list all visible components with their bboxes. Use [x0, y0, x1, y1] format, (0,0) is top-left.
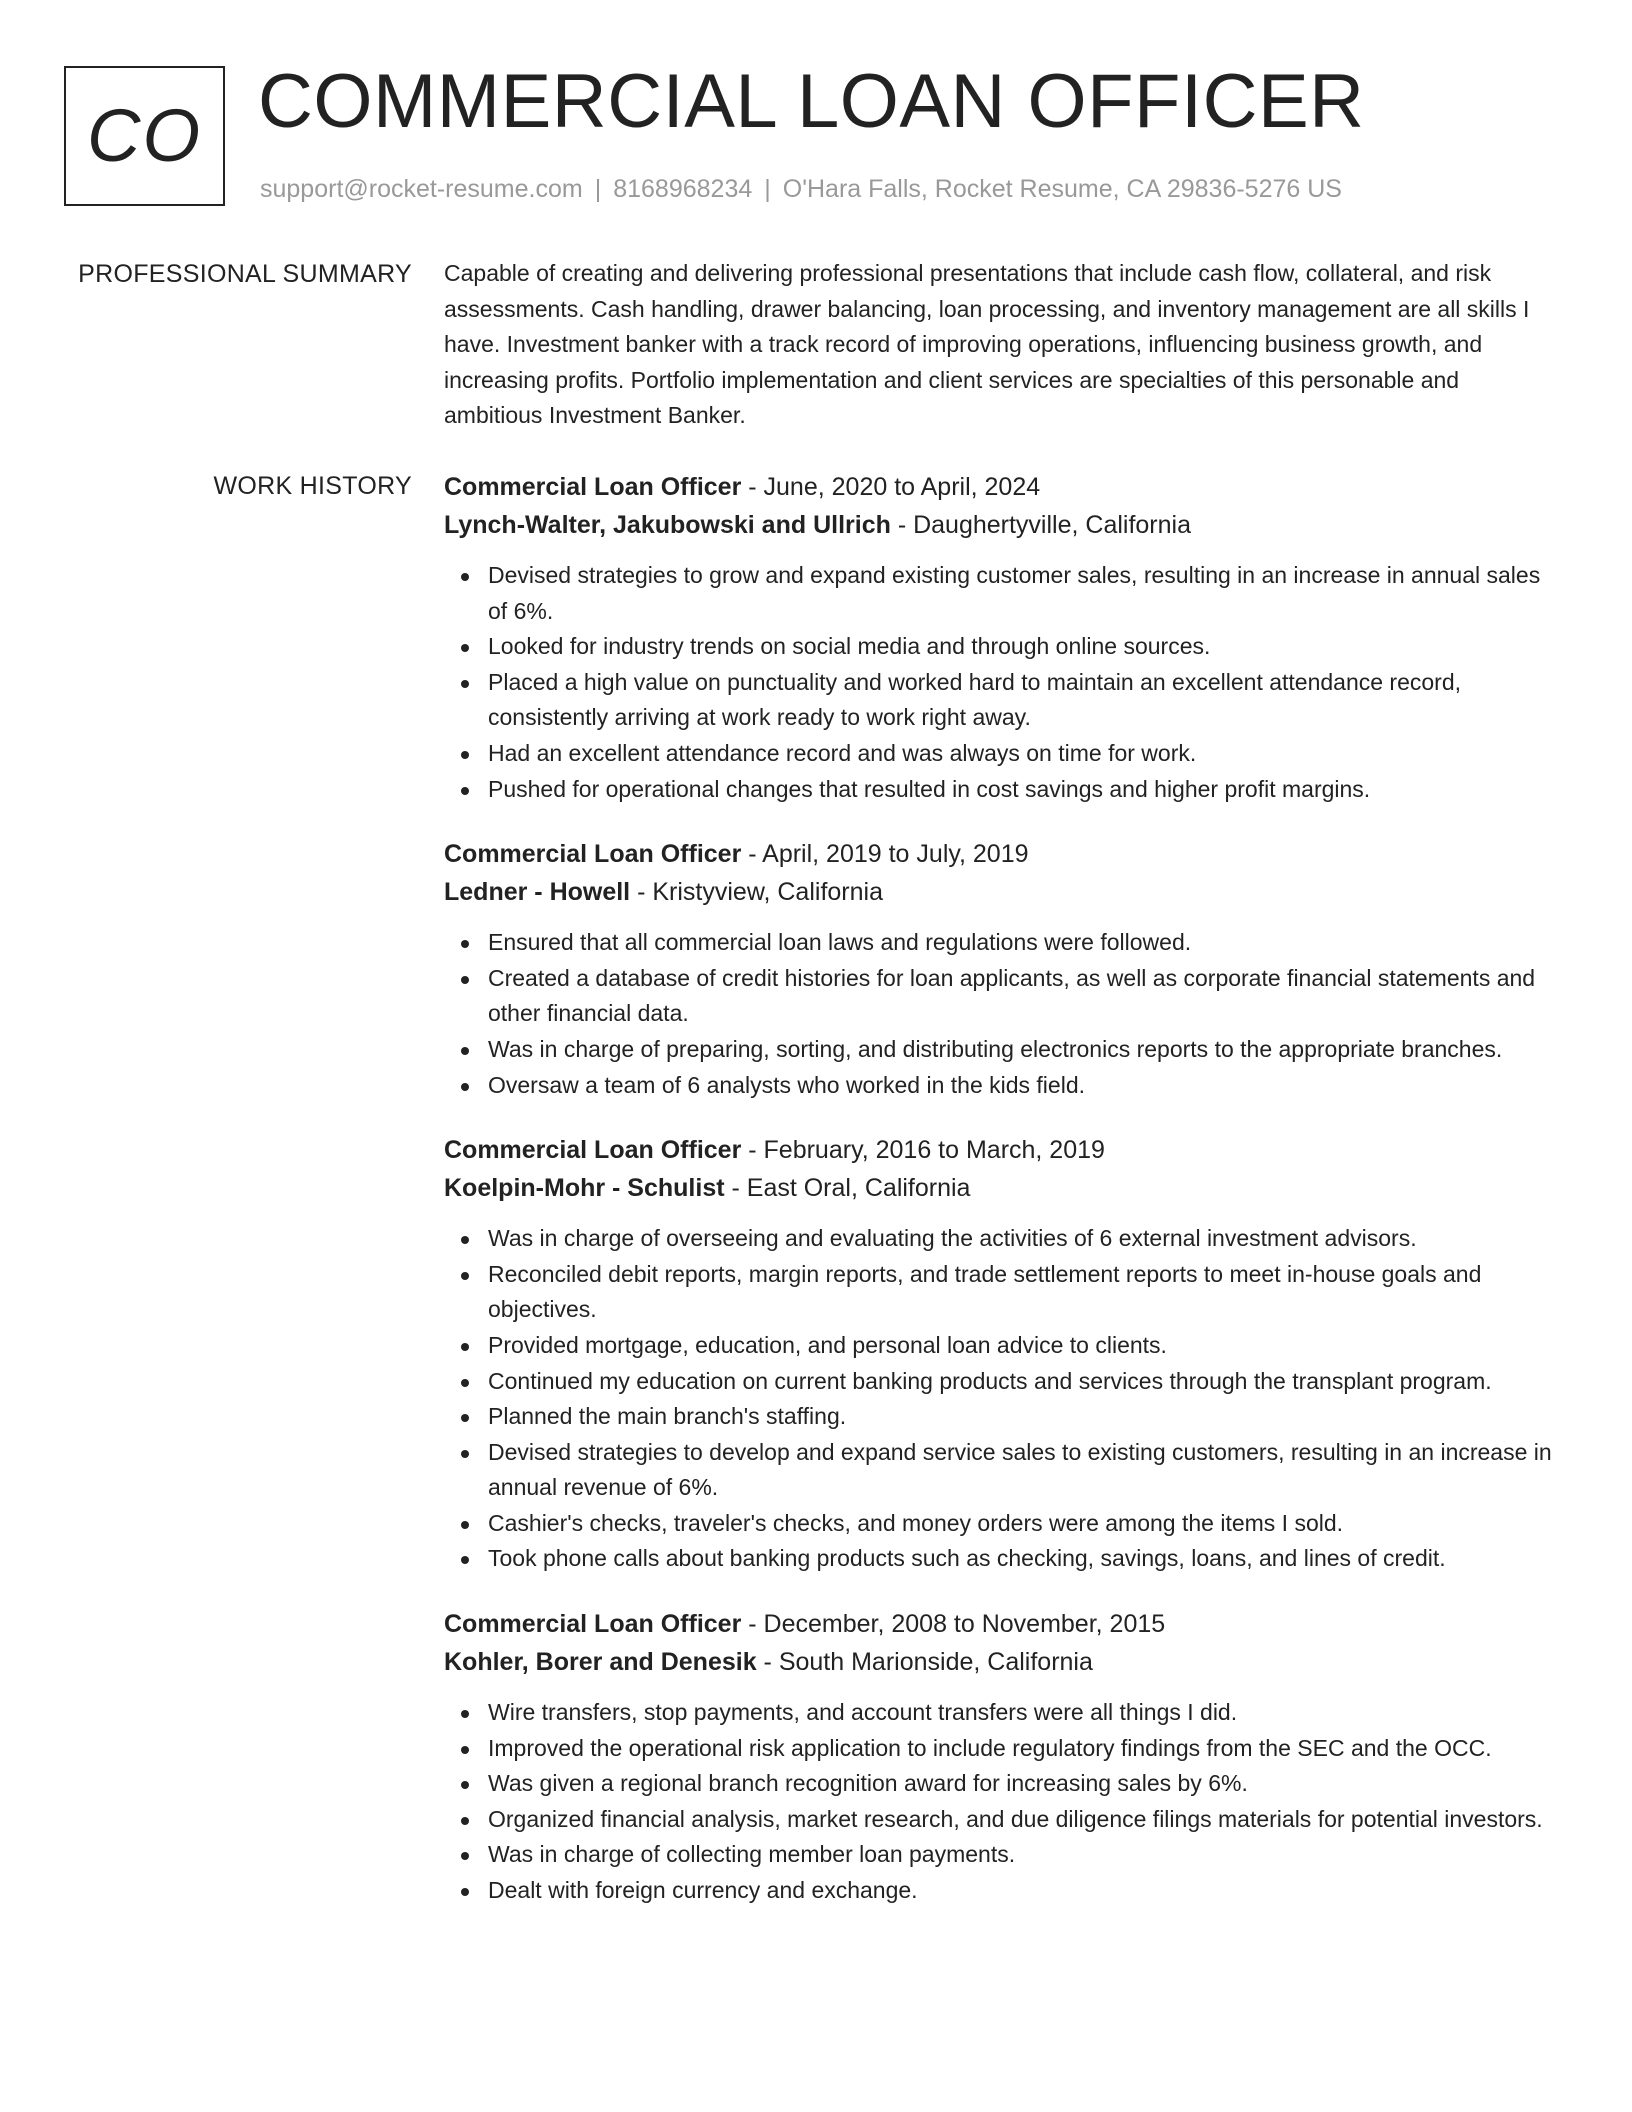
- job-title: Commercial Loan Officer: [444, 840, 742, 869]
- contact-email[interactable]: support@rocket-resume.com: [260, 175, 583, 203]
- job-entry: [444, 835, 1562, 1103]
- job-bullet: Took phone calls about banking products such as checking, savings, loans, and lines of credit.: [488, 1541, 1562, 1577]
- job-bullet: Planned the main branch's staffing.: [488, 1399, 1562, 1435]
- job-bullet: Was in charge of preparing, sorting, and distributing electronics reports to the appropriate branches.: [488, 1032, 1562, 1068]
- monogram-box: [64, 66, 225, 206]
- job-company-line: [444, 506, 1562, 544]
- job-bullet: Dealt with foreign currency and exchange.: [488, 1873, 1562, 1909]
- job-dates: - April, 2019 to July, 2019: [741, 840, 1029, 869]
- job-bullets: [444, 558, 1562, 807]
- contact-separator: |: [764, 175, 771, 203]
- job-company: Kohler, Borer and Denesik: [444, 1648, 757, 1677]
- job-bullets: [444, 925, 1562, 1103]
- contact-phone[interactable]: 8168968234: [613, 175, 753, 203]
- resume-title: COMMERCIAL LOAN OFFICER: [258, 59, 1365, 144]
- job-title-line: [444, 1605, 1562, 1643]
- job-dates: - February, 2016 to March, 2019: [741, 1136, 1105, 1165]
- job-bullet: Devised strategies to develop and expand service sales to existing customers, resulting in an increase in annual revenue of 6%.: [488, 1435, 1562, 1506]
- work-history-body: [444, 468, 1562, 1937]
- job-bullet: Provided mortgage, education, and personal loan advice to clients.: [488, 1328, 1562, 1364]
- job-bullet: Had an excellent attendance record and was always on time for work.: [488, 736, 1562, 772]
- summary-text: Capable of creating and delivering professional presentations that include cash flow, collateral, and risk assessments. Cash handling, drawer balancing, loan processing, and inventory management are all skills I have. Investment banker with a track record of improving operations, influencing business growth, and increasing profits. Portfolio implementation and client services are specialties of this personable and ambitious Investment Banker.: [444, 260, 1530, 429]
- job-dates: - December, 2008 to November, 2015: [741, 1610, 1166, 1639]
- job-bullet: Was in charge of overseeing and evaluating the activities of 6 external investment advisors.: [488, 1221, 1562, 1257]
- contact-address: O'Hara Falls, Rocket Resume, CA 29836-5276 US: [782, 175, 1342, 203]
- contact-line: [260, 174, 1342, 204]
- job-location: - Daughertyville, California: [890, 511, 1191, 539]
- job-bullet: Cashier's checks, traveler's checks, and money orders were among the items I sold.: [488, 1506, 1562, 1542]
- job-title-line: [444, 835, 1562, 873]
- job-company-line: [444, 1643, 1562, 1681]
- job-bullet: Organized financial analysis, market research, and due diligence filings materials for potential investors.: [488, 1802, 1562, 1838]
- job-bullet: Wire transfers, stop payments, and account transfers were all things I did.: [488, 1695, 1562, 1731]
- monogram-initials: CO: [87, 94, 202, 177]
- job-bullet: Improved the operational risk application to include regulatory findings from the SEC and the OCC.: [488, 1731, 1562, 1767]
- job-company-line: [444, 1169, 1562, 1207]
- job-bullet: Placed a high value on punctuality and worked hard to maintain an excellent attendance record, consistently arriving at work ready to work right away.: [488, 665, 1562, 736]
- contact-separator: |: [594, 175, 602, 203]
- job-bullet: Ensured that all commercial loan laws and regulations were followed.: [488, 925, 1562, 961]
- summary-heading: PROFESSIONAL SUMMARY: [78, 260, 412, 288]
- job-title-line: [444, 1131, 1562, 1169]
- job-bullet: Looked for industry trends on social media and through online sources.: [488, 629, 1562, 665]
- job-bullet: Was in charge of collecting member loan payments.: [488, 1837, 1562, 1873]
- job-location: - South Marionside, California: [756, 1648, 1093, 1677]
- job-bullets: [444, 1695, 1562, 1909]
- job-entry: [444, 1131, 1562, 1577]
- job-title: Commercial Loan Officer: [444, 1610, 742, 1639]
- job-bullet: Pushed for operational changes that resulted in cost savings and higher profit margins.: [488, 772, 1562, 808]
- job-company: Ledner - Howell: [444, 878, 631, 907]
- job-location: - East Oral, California: [724, 1174, 971, 1203]
- job-bullet: Reconciled debit reports, margin reports, and trade settlement reports to meet in-house goals and objectives.: [488, 1257, 1562, 1328]
- job-dates: - June, 2020 to April, 2024: [741, 473, 1041, 501]
- job-company-line: [444, 873, 1562, 911]
- job-bullet: Devised strategies to grow and expand existing customer sales, resulting in an increase in annual sales of 6%.: [488, 558, 1562, 629]
- job-entry: [444, 1605, 1562, 1909]
- job-location: - Kristyview, California: [630, 878, 883, 907]
- job-bullet: Oversaw a team of 6 analysts who worked in the kids field.: [488, 1068, 1562, 1104]
- job-company: Lynch-Walter, Jakubowski and Ullrich: [444, 511, 891, 539]
- job-entry: [444, 468, 1562, 807]
- job-title: Commercial Loan Officer: [444, 473, 742, 501]
- job-bullet: Created a database of credit histories for loan applicants, as well as corporate financial statements and other financial data.: [488, 961, 1562, 1032]
- job-bullet: Was given a regional branch recognition award for increasing sales by 6%.: [488, 1766, 1562, 1802]
- job-title-line: [444, 468, 1562, 506]
- work-history-heading: WORK HISTORY: [213, 472, 412, 500]
- job-bullets: [444, 1221, 1562, 1577]
- summary-body: [444, 256, 1562, 434]
- job-bullet: Continued my education on current banking products and services through the transplant program.: [488, 1364, 1562, 1400]
- job-company: Koelpin-Mohr - Schulist: [444, 1174, 725, 1203]
- job-title: Commercial Loan Officer: [444, 1136, 742, 1165]
